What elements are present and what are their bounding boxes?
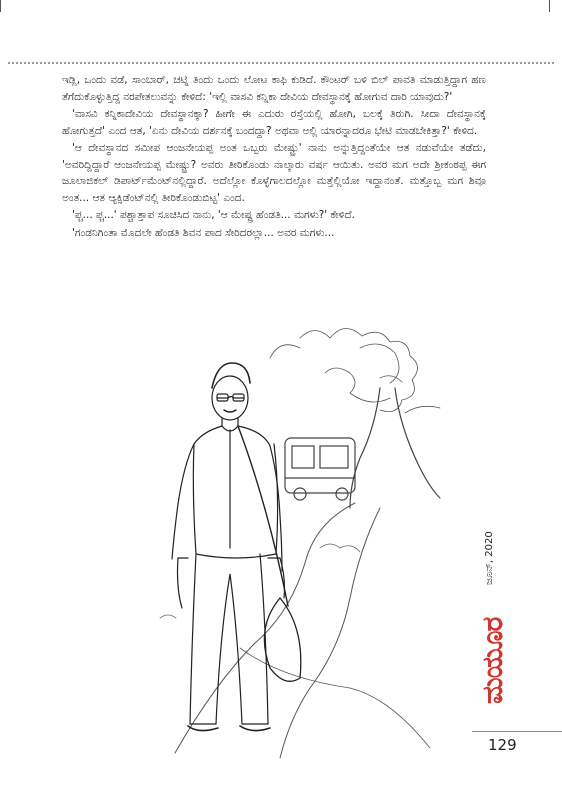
header-dotted-rule bbox=[8, 62, 554, 64]
man-figure bbox=[172, 363, 301, 731]
tree-foliage bbox=[270, 328, 418, 411]
paragraph: ಇಡ್ಲಿ, ಒಂದು ವಡೆ, ಸಾಂಬಾರ್, ಚಟ್ನಿ ತಿಂದು ಒಂದು ಲೋಟ ಕಾಫಿ ಕುಡಿದೆ. ಕೌಂಟರ್ ಬಳಿ ಬಿಲ್ ಪಾವತಿ ಮಾಡುತ್ತಿದ್ದಾಗ ಹಣ ತೆಗೆದುಕೊಳ್ಳುತ್ತಿದ್ದ ನರಪೇತಲುವನ್ನು ಕೇಳಿದೆ: 'ಇಲ್ಲಿ ವಾಸವಿ ಕನ್ನಿಕಾ ದೇವಿಯ ದೇವಸ್ಥಾನಕ್ಕೆ ಹೋಗುವ ದಾರಿ ಯಾವುದು?' bbox=[62, 74, 486, 103]
bus bbox=[285, 438, 355, 500]
paragraph: 'ಪ್ಚ... ಪ್ಚ...' ಪಶ್ಚಾತ್ತಾಪ ಸೂಚಿಸಿದ ನಾನು, 'ಆ ಮೇಷ್ಟ್ರ ಹೆಂಡತಿ... ಮಗಳು?' ಕೇಳಿದೆ. bbox=[72, 209, 355, 221]
issue-date: ಜೂನ್, 2020 bbox=[484, 531, 495, 585]
page-number-rule bbox=[472, 731, 562, 732]
crop-mark-top-right bbox=[549, 0, 550, 12]
crop-mark-top-left bbox=[0, 0, 1, 12]
paragraph: 'ಆ ದೇವಸ್ಥಾನದ ಸಮೀಪ ಆಂಜನೇಯಪ್ಪ ಅಂತ ಒಬ್ಬರು ಮೇಷ್ಟ್ರು' ನಾನು ಅನ್ನುತ್ತಿದ್ದಂತೆಯೇ ಆತ ನಡುವೆಯೇ ತಡೆದು, 'ಅವರಿದ್ದಿದ್ದಾರೆ ಆಂಜನೇಯಪ್ಪ ಮೇಷ್ಟ್ರು? ಅವರು ತೀರಿಕೊಂಡು ನಾಲ್ಕಾರು ವರ್ಷ ಆಯಿತು. ಅವರ ಮಗ ಅದೇ ಶ್ರೀಕಂಠಪ್ಪ ಈಗ ಜೂಲಾಜಿಕಲ್ ಡಿಪಾರ್ಟ್‌ಮೆಂಟ್‌ನಲ್ಲಿದ್ದಾರೆ. ಅದೆಲ್ಲೋ ಕೊಳ್ಳೆಗಾಲದಲ್ಲೋ ಮತ್ತೆಲ್ಲಿಯೋ ಇದ್ದಾನಂತೆ. ಮತ್ತೊಬ್ಬ ಮಗ ಶಿವೂ ಅಂತ... ಆತ ಆ್ಯಕ್ಸಿಡೆಂಟ್‌ನಲ್ಲಿ ತೀರಿಕೊಂಡುಬಿಟ್ಟ' ಎಂದ. bbox=[62, 142, 486, 204]
road bbox=[175, 503, 430, 758]
man-walking-illustration bbox=[150, 318, 450, 758]
paragraph: 'ವಾಸವಿ ಕನ್ನಿಕಾದೇವಿಯ ದೇವಸ್ಥಾನಕ್ಕಾ? ಹೀಗೇ ಈ ಎದುರು ರಸ್ತೆಯಲ್ಲಿ ಹೋಗಿ, ಬಲಕ್ಕೆ ತಿರುಗಿ. ಸೀದಾ ದೇವಸ್ಥಾನಕ್ಕೆ ಹೋಗುತ್ತದೆ' ಎಂದ ಆತ, 'ಏನು ದೇವಿಯ ದರ್ಶನಕ್ಕೆ ಬಂದದ್ದಾ? ಅಥವಾ ಅಲ್ಲಿ ಯಾರನ್ನಾದರೂ ಭೇಟಿ ಮಾಡಬೇಕಿತ್ತಾ?' ಕೇಳಿದ. bbox=[62, 108, 486, 137]
paragraph: 'ಗಂಡನಿಗಿಂತಾ ಮೊದಲೇ ಹೆಂಡತಿ ಶಿವನ ಪಾದ ಸೇರಿದರಲ್ಲಾ... ಅವರ ಮಗಳು... bbox=[72, 226, 335, 239]
article-body bbox=[62, 72, 486, 242]
magazine-logo: ಮಯೂರ bbox=[476, 617, 509, 704]
page-number: 129 bbox=[488, 736, 517, 754]
